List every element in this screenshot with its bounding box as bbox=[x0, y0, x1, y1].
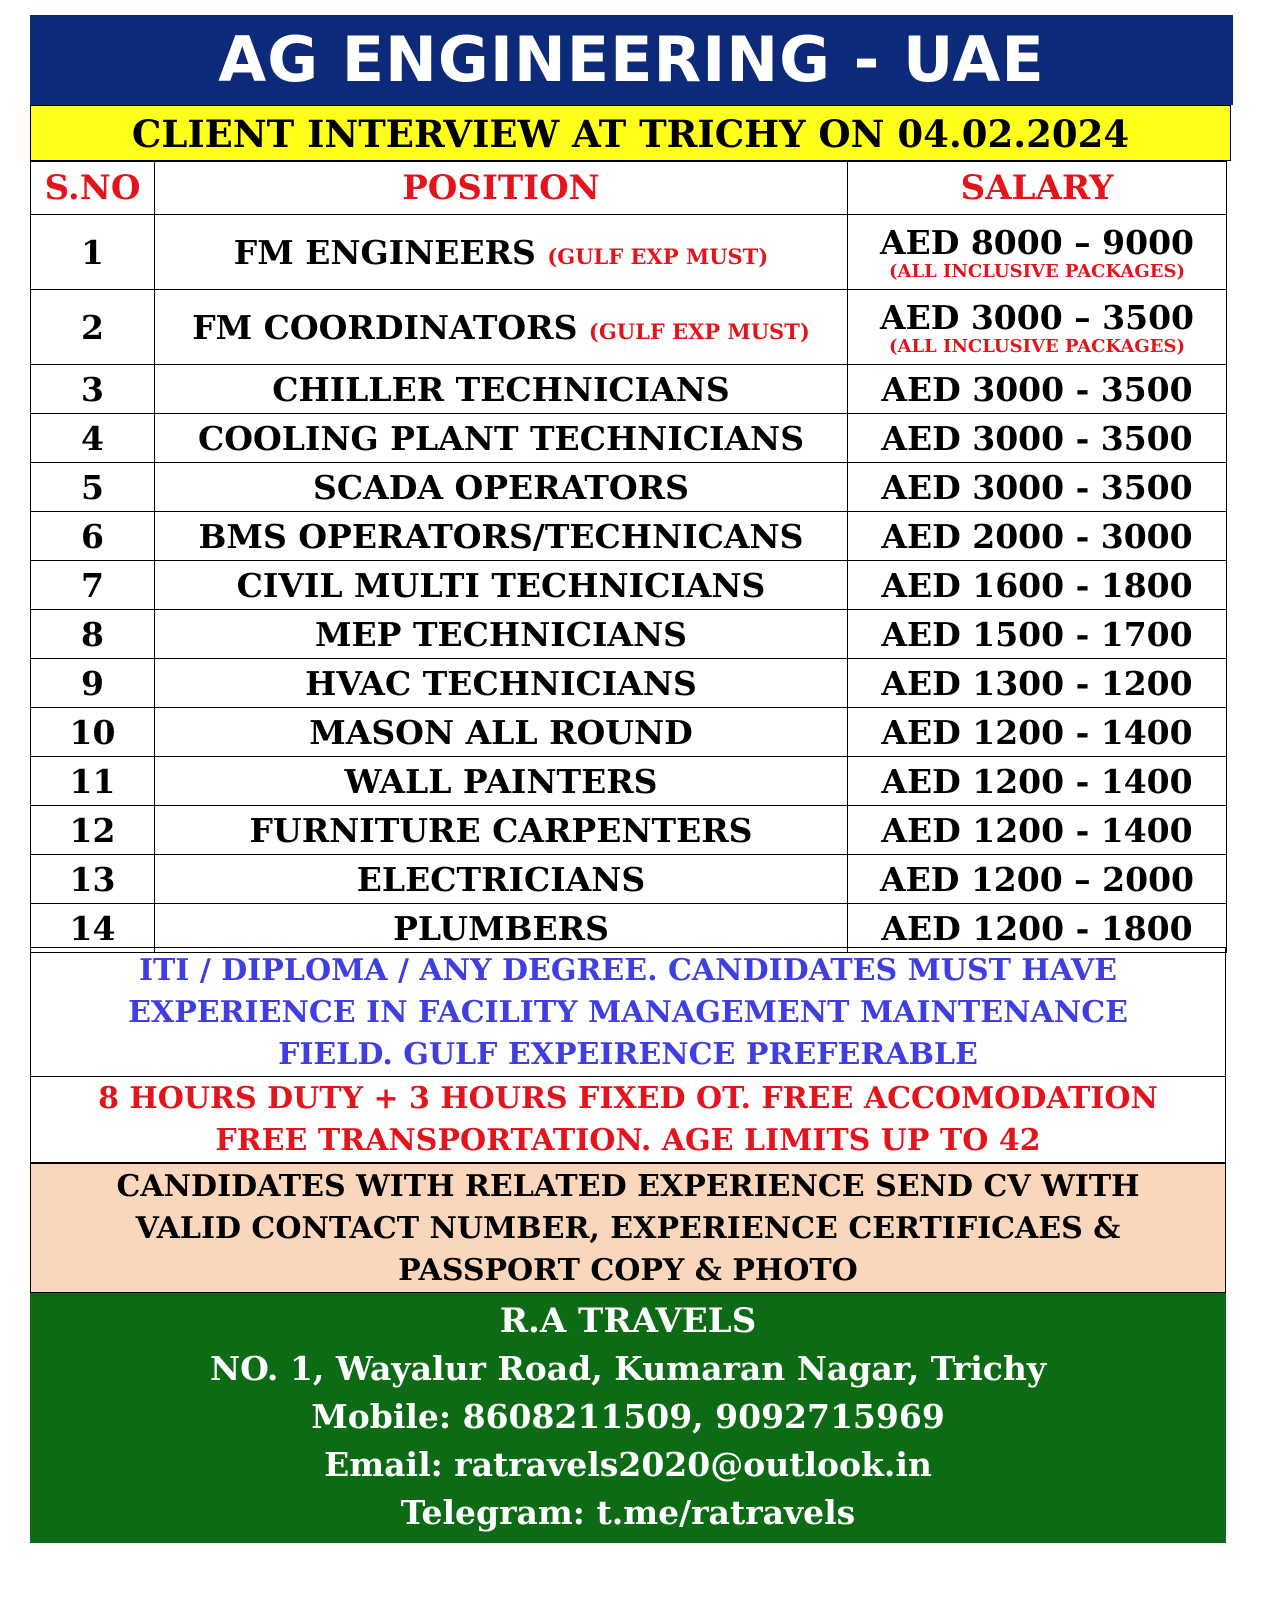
table-row bbox=[31, 659, 1227, 708]
requirements-line: EXPERIENCE IN FACILITY MANAGEMENT MAINTENANCE bbox=[128, 995, 1128, 1030]
table-row bbox=[31, 512, 1227, 561]
row-salary: AED 1500 - 1700 bbox=[848, 610, 1227, 659]
row-salary: AED 3000 - 3500 bbox=[848, 463, 1227, 512]
table-row bbox=[31, 806, 1227, 855]
apply-line: PASSPORT COPY & PHOTO bbox=[398, 1253, 858, 1288]
position-label: FM ENGINEERS bbox=[233, 232, 536, 272]
row-sno: 11 bbox=[31, 757, 155, 806]
row-position: ELECTRICIANS bbox=[155, 855, 848, 904]
row-salary: AED 1300 - 1200 bbox=[848, 659, 1227, 708]
position-label: FM COORDINATORS bbox=[192, 307, 578, 347]
requirements-line: FIELD. GULF EXPEIRENCE PREFERABLE bbox=[278, 1037, 978, 1072]
row-salary: AED 2000 - 3000 bbox=[848, 512, 1227, 561]
row-sno: 13 bbox=[31, 855, 155, 904]
row-sno: 10 bbox=[31, 708, 155, 757]
row-salary: AED 1600 - 1800 bbox=[848, 561, 1227, 610]
apply-line: CANDIDATES WITH RELATED EXPERIENCE SEND CV WITH bbox=[116, 1169, 1140, 1204]
row-sno: 6 bbox=[31, 512, 155, 561]
positions-table bbox=[30, 161, 1227, 953]
interview-banner: CLIENT INTERVIEW AT TRICHY ON 04.02.2024 bbox=[30, 105, 1231, 161]
table-row bbox=[31, 414, 1227, 463]
apply-instructions bbox=[30, 1163, 1226, 1293]
row-sno: 3 bbox=[31, 365, 155, 414]
row-sno: 5 bbox=[31, 463, 155, 512]
row-position: MEP TECHNICIANS bbox=[155, 610, 848, 659]
contact-block bbox=[30, 1293, 1226, 1543]
table-row bbox=[31, 904, 1227, 953]
agency-name: R.A TRAVELS bbox=[499, 1301, 757, 1341]
row-position: COOLING PLANT TECHNICIANS bbox=[155, 414, 848, 463]
row-salary: AED 1200 – 2000 bbox=[848, 855, 1227, 904]
apply-line: VALID CONTACT NUMBER, EXPERIENCE CERTIFICAES & bbox=[135, 1211, 1121, 1246]
row-sno: 12 bbox=[31, 806, 155, 855]
row-sno: 14 bbox=[31, 904, 155, 953]
table-row bbox=[31, 757, 1227, 806]
row-salary: AED 1200 - 1400 bbox=[848, 806, 1227, 855]
row-position: CIVIL MULTI TECHNICIANS bbox=[155, 561, 848, 610]
table-row bbox=[31, 855, 1227, 904]
row-position: CHILLER TECHNICIANS bbox=[155, 365, 848, 414]
row-salary: AED 3000 - 3500 bbox=[848, 365, 1227, 414]
row-position bbox=[155, 290, 848, 365]
row-sno: 8 bbox=[31, 610, 155, 659]
row-position: MASON ALL ROUND bbox=[155, 708, 848, 757]
row-position: WALL PAINTERS bbox=[155, 757, 848, 806]
column-header-salary: SALARY bbox=[848, 162, 1227, 215]
position-note: (GULF EXP MUST) bbox=[588, 318, 810, 344]
table-row bbox=[31, 610, 1227, 659]
table-row bbox=[31, 290, 1227, 365]
row-sno: 7 bbox=[31, 561, 155, 610]
column-header-position: POSITION bbox=[155, 162, 848, 215]
table-row bbox=[31, 463, 1227, 512]
position-note: (GULF EXP MUST) bbox=[547, 243, 769, 269]
table-row bbox=[31, 561, 1227, 610]
table-row bbox=[31, 708, 1227, 757]
package-note: (ALL INCLUSIVE PACKAGES) bbox=[888, 261, 1185, 282]
agency-address: NO. 1, Wayalur Road, Kumaran Nagar, Trichy bbox=[209, 1349, 1047, 1388]
benefits-line: 8 HOURS DUTY + 3 HOURS FIXED OT. FREE ACCOMODATION bbox=[98, 1081, 1158, 1116]
row-salary: AED 1200 - 1800 bbox=[848, 904, 1227, 953]
page-title: AG ENGINEERING - UAE bbox=[30, 15, 1233, 105]
row-salary: AED 3000 - 3500 bbox=[848, 414, 1227, 463]
row-position bbox=[155, 215, 848, 290]
telegram-link: Telegram: t.me/ratravels bbox=[400, 1493, 856, 1532]
row-salary bbox=[848, 215, 1227, 290]
row-position: SCADA OPERATORS bbox=[155, 463, 848, 512]
table-header-row bbox=[31, 162, 1227, 215]
row-sno: 1 bbox=[31, 215, 155, 290]
row-sno: 4 bbox=[31, 414, 155, 463]
email-address: Email: ratravels2020@outlook.in bbox=[324, 1445, 932, 1484]
requirements-block bbox=[30, 947, 1226, 1077]
row-sno: 2 bbox=[31, 290, 155, 365]
salary-label: AED 8000 – 9000 bbox=[879, 223, 1195, 262]
salary-label: AED 3000 – 3500 bbox=[879, 298, 1195, 337]
row-position: BMS OPERATORS/TECHNICANS bbox=[155, 512, 848, 561]
requirements-line: ITI / DIPLOMA / ANY DEGREE. CANDIDATES MUST HAVE bbox=[139, 953, 1117, 988]
row-position: HVAC TECHNICIANS bbox=[155, 659, 848, 708]
table-row bbox=[31, 365, 1227, 414]
benefits-block bbox=[30, 1077, 1226, 1163]
mobile-numbers: Mobile: 8608211509, 9092715969 bbox=[311, 1397, 945, 1436]
table-row bbox=[31, 215, 1227, 290]
benefits-line: FREE TRANSPORTATION. AGE LIMITS UP TO 42 bbox=[215, 1123, 1041, 1158]
row-position: FURNITURE CARPENTERS bbox=[155, 806, 848, 855]
row-salary: AED 1200 - 1400 bbox=[848, 757, 1227, 806]
row-salary bbox=[848, 290, 1227, 365]
package-note: (ALL INCLUSIVE PACKAGES) bbox=[888, 336, 1185, 357]
row-position: PLUMBERS bbox=[155, 904, 848, 953]
column-header-sno: S.NO bbox=[31, 162, 155, 215]
row-salary: AED 1200 - 1400 bbox=[848, 708, 1227, 757]
row-sno: 9 bbox=[31, 659, 155, 708]
